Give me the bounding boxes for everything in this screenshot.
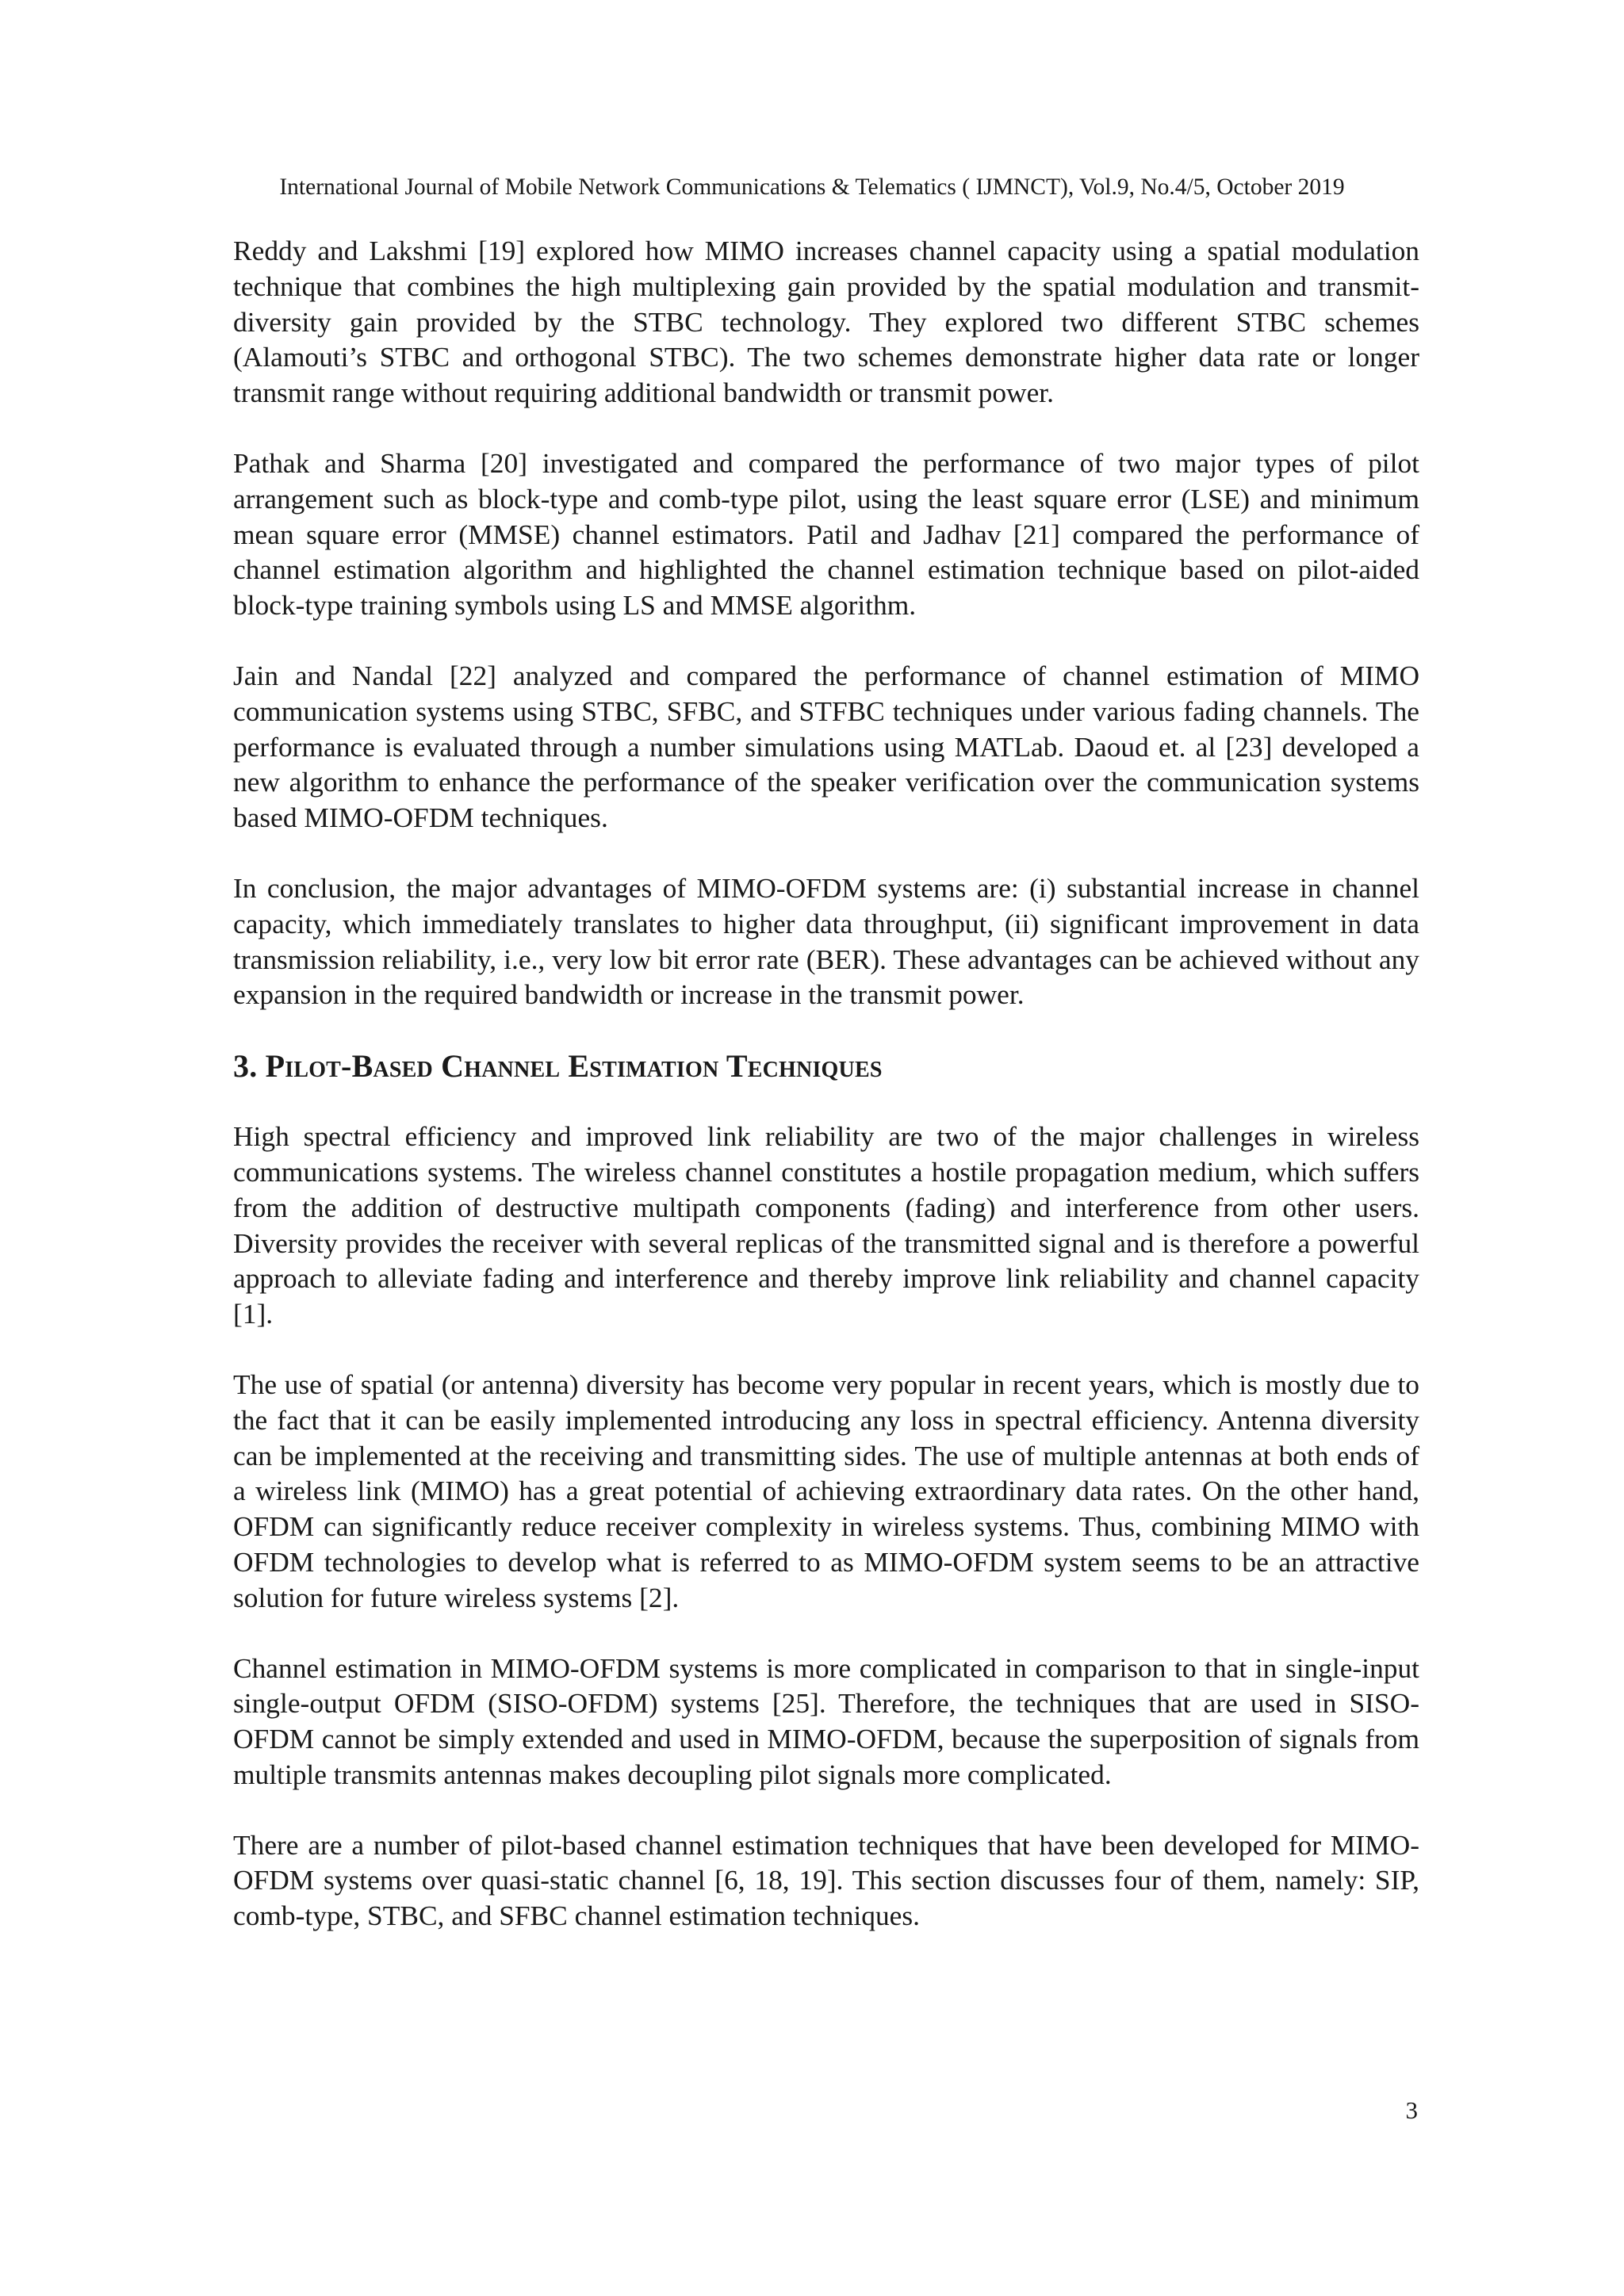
paragraph-conclusion: In conclusion, the major advantages of MIMO-OFDM systems are: (i) substantial increase in channel capacity, which immediately translates to higher data throughput, (ii) significant improvement in data transmission reliability, i.e., very low bit error rate (BER). These advantages can be achieved without any expansion in the required bandwidth or increase in the transmit power. [233, 871, 1419, 1011]
page-number: 3 [1405, 2096, 1418, 2124]
paragraph-spectral-efficiency: High spectral efficiency and improved link reliability are two of the major challenges in wireless communications systems. The wireless channel constitutes a hostile propagation medium, which suffers from the addition of destructive multipath components (fading) and interference from other users. Diversity provides the receiver with several replicas of the transmitted signal and is therefore a powerful approach to alleviate fading and interference and thereby improve link reliability and channel capacity [1]. [233, 1120, 1419, 1330]
journal-running-header: International Journal of Mobile Network Communications & Telematics ( IJMNCT), Vol.9, No.4/5, October 2019 [279, 174, 1345, 200]
paragraph-reddy-lakshmi: Reddy and Lakshmi [19] explored how MIMO increases channel capacity using a spatial modulation technique that combines the high multiplexing gain provided by the spatial modulation and transmit-diversity gain provided by the STBC technology. They explored two different STBC schemes (Alamouti’s STBC and orthogonal STBC). The two schemes demonstrate higher data rate or longer transmit range without requiring additional bandwidth or transmit power. [233, 235, 1419, 409]
paragraph-channel-estimation: Channel estimation in MIMO-OFDM systems is more complicated in comparison to that in single-input single-output OFDM (SISO-OFDM) systems [25]. Therefore, the techniques that are used in SISO-OFDM cannot be simply extended and used in MIMO-OFDM, because the superposition of signals from multiple transmits antennas makes decoupling pilot signals more complicated. [233, 1651, 1419, 1790]
paragraph-jain-nandal: Jain and Nandal [22] analyzed and compared the performance of channel estimation of MIMO communication systems using STBC, SFBC, and STFBC techniques under various fading channels. The performance is evaluated through a number simulations using MATLab. Daoud et. al [23] developed a new algorithm to enhance the performance of the speaker verification over the communication systems based MIMO-OFDM techniques. [233, 659, 1419, 834]
paragraph-pathak-sharma: Pathak and Sharma [20] investigated and compared the performance of two major types of pilot arrangement such as block-type and comb-type pilot, using the least square error (LSE) and minimum mean square error (MMSE) channel estimators. Patil and Jadhav [21] compared the performance of channel estimation algorithm and highlighted the channel estimation technique based on pilot-aided block-type training symbols using LS and MMSE algorithm. [233, 446, 1419, 622]
paragraph-spatial-diversity: The use of spatial (or antenna) diversity has become very popular in recent years, which is mostly due to the fact that it can be easily implemented introducing any loss in spectral efficiency. Antenna diversity can be implemented at the receiving and transmitting sides. The use of multiple antennas at both ends of a wireless link (MIMO) has a great potential of achieving extraordinary data rates. On the other hand, OFDM can significantly reduce receiver complexity in wireless systems. Thus, combining MIMO with OFDM technologies to develop what is referred to as MIMO-OFDM system seems to be an attractive solution for future wireless systems [2]. [233, 1368, 1419, 1613]
section-heading: 3. Pilot-Based Channel Estimation Techniques [233, 1048, 883, 1085]
main-text-column [233, 233, 1419, 1969]
paragraph-pilot-techniques: There are a number of pilot-based channel estimation techniques that have been developed for MIMO-OFDM systems over quasi-static channel [6, 18, 19]. This section discusses four of them, namely: SIP, comb-type, STBC, and SFBC channel estimation techniques. [233, 1828, 1419, 1932]
